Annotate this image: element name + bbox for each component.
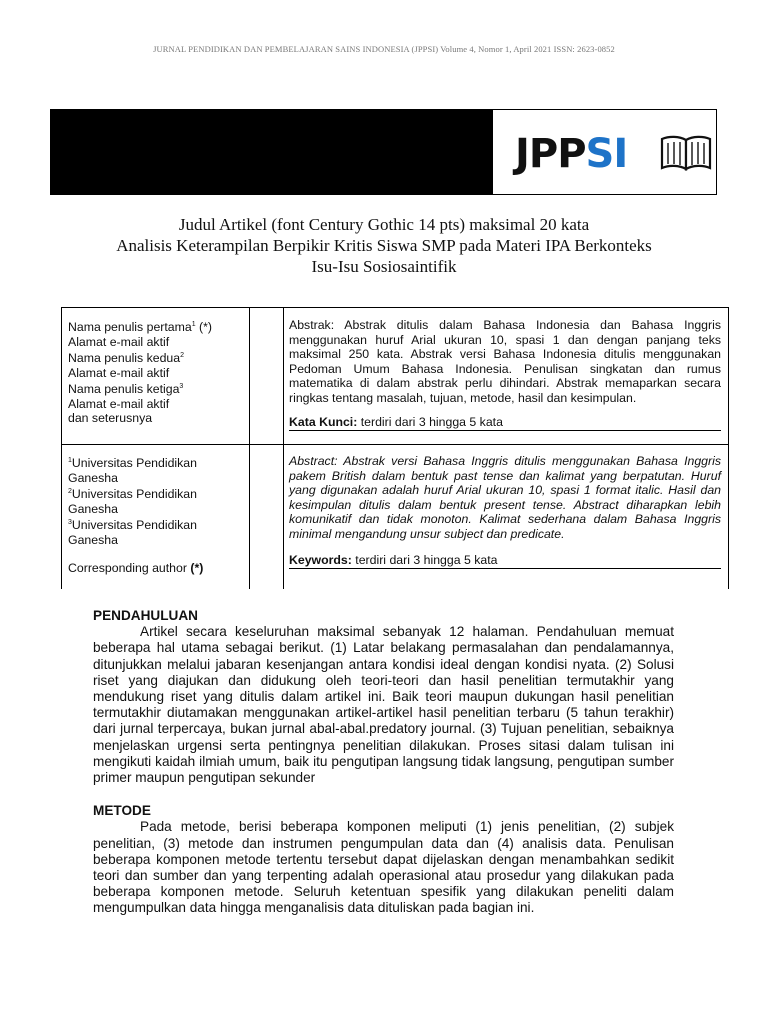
affiliation: $^1$Universitas Pendidikan Ganesha [68, 456, 197, 485]
logo-text [515, 126, 627, 182]
author-line: Nama penulis pertama$^1$ (*) [68, 320, 213, 335]
title-line-1: Judul Artikel (font Century Gothic 14 pts) maksimal 20 kata [178, 215, 590, 234]
author-line: Alamat e-mail aktif [68, 396, 170, 411]
author-line: Nama penulis ketiga$^3$ [68, 382, 184, 397]
open-book-icon [659, 134, 713, 172]
author-line: Alamat e-mail aktif [68, 334, 170, 349]
author-line: Nama penulis kedua$^2$ [68, 351, 185, 366]
keywords: Keywords: terdiri dari 3 hingga 5 kata [289, 553, 721, 569]
running-header: JURNAL PENDIDIKAN DAN PEMBELAJARAN SAINS INDONESIA (JPPSI) Volume 4, Nomor 1, April 2021 ISSN: 2623-0852 [153, 44, 615, 54]
logo-text-blue: SI [585, 131, 628, 177]
abstract-english: Abstract: Abstrak versi Bahasa Inggris ditulis menggunakan Bahasa Inggris pakem British dalam bentuk past tense dan kalimat yang berpatutan. Huruf yang digunakan adalah huruf Arial ukuran 10, spasi 1 format italic. Hasil dan kesimpulan ditulis dalam bentuk present tense. Abstract diharapkan lebih komunikatif dan tidak monoton. Kalimat sederhana dalam Bahasa Inggris minimal mengandung unsur subject dan predicate. [289, 454, 721, 541]
section-text-metode: Pada metode, berisi beberapa komponen meliputi (1) jenis penelitian, (2) subjek penelitian, (3) metode dan instrumen pengumpulan data dan (4) analisis data. Penulisan beberapa komponen metode tertentu tersebut dapat dijelaskan dengan menambahkan sedikit teori dan sumber dan yang terpenting adalah operasional atau prosedur yang dilakukan pada beberapa komponen metode. Seluruh ketentuan spesifik yang dilakukan peneliti dalam mengumpulkan data hingga menganalisis data dituliskan pada bagian ini. [93, 819, 674, 916]
article-body [93, 608, 674, 917]
affiliation: $^2$Universitas Pendidikan Ganesha [68, 487, 197, 516]
title-line-2: Analisis Keterampilan Berpikir Kritis Siswa SMP pada Materi IPA Berkonteks [116, 236, 652, 255]
author-list [68, 318, 248, 426]
affiliation: $^3$Universitas Pendidikan Ganesha [68, 518, 197, 547]
table-divider [62, 444, 728, 445]
author-line: Alamat e-mail aktif [68, 365, 170, 380]
journal-banner [50, 109, 717, 195]
section-text-pendahuluan: Artikel secara keseluruhan maksimal sebanyak 12 halaman. Pendahuluan memuat beberapa hal utama sebagai berikut. (1) Latar belakang permasalahan dan pendalamannya, ditunjukkan melalui jabaran kesenjangan antara kondisi ideal dengan kondisi nyata. (2) Solusi riset yang diajukan dan didukung oleh teori-teori dan hasil penelitian termutakhir yang mendukung riset yang ditulis dalam artikel ini. Baik teori maupun dukungan hasil penelitian termutakhir diutamakan menggunakan artikel-artikel hasil penelitian terbaru (5 tahun terakhir) dari jurnal terpercaya, bukan jurnal abal-abal.predatory journal. (3) Tujuan penelitian, sebaiknya menjelaskan urgensi serta pentingnya penelitian dilakukan. Proses sitasi dalam tulisan ini mengikuti kaidah ilmiah umum, baik itu pengutipan langsung tidak langsung, pengutipan sumber primer maupun pengutipan sekunder [93, 624, 674, 786]
logo-text-dark: JPP [515, 131, 586, 177]
author-line: dan seterusnya [68, 411, 153, 426]
corresponding-author: Corresponding author (*) [68, 561, 204, 576]
journal-logo [513, 122, 713, 184]
section-heading-pendahuluan: PENDAHULUAN [93, 608, 198, 623]
author-abstract-table [61, 307, 729, 589]
kata-kunci: Kata Kunci: terdiri dari 3 hingga 5 kata [289, 415, 721, 431]
abstract-indonesian: Abstrak: Abstrak ditulis dalam Bahasa Indonesia dan Bahasa Inggris menggunakan huruf Arial ukuran 10, spasi 1 dan dengan panjang teks maksimal 250 kata. Abstrak versi Bahasa Indonesia ditulis menggunakan Pedoman Umum Bahasa Indonesia. Penulisan singkatan dan rumus matematika di dalam abstrak perlu dihindari. Abstrak memaparkan secara ringkas tentang masalah, tujuan, metode, hasil dan kesimpulan. [289, 318, 721, 405]
table-divider [249, 308, 250, 589]
table-divider [283, 308, 284, 589]
banner-black-block [51, 110, 493, 194]
title-line-3: Isu-Isu Sosiosaintifik [311, 257, 457, 276]
section-heading-metode: METODE [93, 803, 151, 819]
article-title [0, 214, 768, 277]
affiliation-list [68, 454, 248, 576]
